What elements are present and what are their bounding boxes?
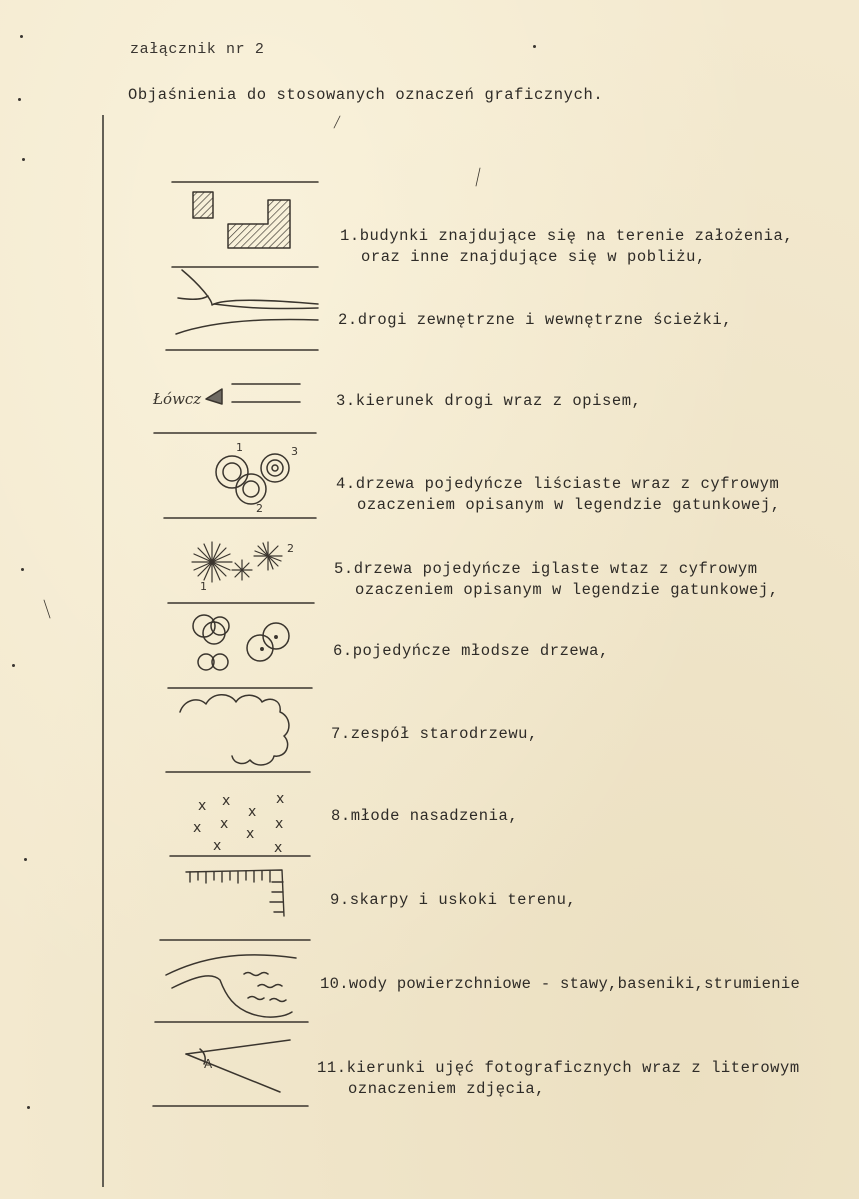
tree-number: 1: [236, 441, 243, 454]
entry-text: oraz inne znajdujące się w pobliżu,: [361, 248, 706, 266]
entry-text: oznaczeniem zdjęcia,: [348, 1080, 546, 1098]
escarpment-icon: [186, 870, 284, 916]
entry-text: kierunki ujęć fotograficznych wraz z literowym: [346, 1059, 800, 1077]
legend-entry-8: [331, 806, 518, 827]
svg-text:x: x: [213, 838, 222, 854]
legend-entry-11: [317, 1058, 800, 1100]
svg-text:x: x: [193, 820, 202, 836]
young-planting-icon: [193, 791, 284, 856]
entry-text: zespół starodrzewu,: [350, 725, 538, 743]
conifer-number: 1: [200, 580, 207, 593]
svg-text:x: x: [276, 791, 285, 807]
roads-icon: [176, 270, 318, 334]
young-tree-icon: [193, 615, 289, 670]
svg-text:x: x: [220, 816, 229, 832]
entry-text: drzewa pojedyńcze iglaste wtaz z cyfrowym: [353, 560, 758, 578]
entry-number: 8.: [331, 807, 351, 825]
legend-entry-6: [333, 641, 609, 662]
legend-entry-9: [330, 890, 576, 911]
page-title: Objaśnienia do stosowanych oznaczeń graficznych.: [128, 86, 604, 104]
legend-entry-10: [320, 974, 800, 995]
photo-letter: A: [204, 1057, 213, 1071]
tree-number: 2: [256, 502, 263, 515]
entry-number: 11.: [317, 1059, 347, 1077]
attachment-label: załącznik nr 2: [130, 41, 265, 58]
legend-entry-2: [338, 310, 732, 331]
svg-text:x: x: [275, 816, 284, 832]
entry-number: 2.: [338, 311, 358, 329]
entry-number: 9.: [330, 891, 350, 909]
entry-number: 10.: [320, 975, 349, 993]
entry-text: kierunek drogi wraz z opisem,: [355, 392, 642, 410]
entry-text: ozaczeniem opisanym w legendzie gatunkowej,: [355, 581, 779, 599]
svg-text:x: x: [246, 826, 255, 842]
entry-text: młode nasadzenia,: [350, 807, 519, 825]
deciduous-tree-icon: [216, 441, 298, 515]
water-icon: [166, 955, 296, 1017]
entry-text: skarpy i uskoki terenu,: [349, 891, 577, 909]
tree-number: 3: [291, 445, 298, 458]
entry-number: 1.: [340, 227, 360, 245]
entry-number: 7.: [331, 725, 351, 743]
entry-number: 4.: [336, 475, 356, 493]
entry-text: drogi zewnętrzne i wewnętrzne ścieżki,: [357, 311, 733, 329]
conifer-number: 2: [287, 542, 294, 555]
entry-text: wody powierzchniowe - stawy,baseniki,strumienie: [348, 975, 801, 993]
stray-mark: [476, 168, 480, 186]
old-tree-stand-icon: [180, 695, 289, 765]
legend-entry-7: [331, 724, 538, 745]
svg-text:x: x: [222, 793, 231, 809]
buildings-icon: [193, 192, 290, 248]
entry-text: budynki znajdujące się na terenie założenia,: [359, 227, 794, 245]
stray-mark: [44, 600, 50, 618]
legend-entry-3: [336, 391, 641, 412]
separator-lines: [153, 182, 318, 1106]
road-direction-icon: [152, 384, 300, 408]
entry-number: 5.: [334, 560, 354, 578]
road-direction-text: Łówcz: [153, 390, 202, 408]
entry-text: drzewa pojedyńcze liściaste wraz z cyfrowym: [355, 475, 780, 493]
legend-entry-1: [340, 226, 793, 268]
conifer-tree-icon: [192, 542, 294, 593]
legend-entry-4: [336, 474, 781, 516]
svg-text:x: x: [198, 798, 207, 814]
stray-mark: [334, 116, 340, 128]
svg-text:x: x: [248, 804, 257, 820]
entry-number: 3.: [336, 392, 356, 410]
entry-text: ozaczeniem opisanym w legendzie gatunkowej,: [357, 496, 781, 514]
legend-entry-5: [334, 559, 779, 601]
photo-direction-icon: [186, 1040, 290, 1092]
entry-text: pojedyńcze młodsze drzewa,: [352, 642, 609, 660]
entry-number: 6.: [333, 642, 353, 660]
svg-text:x: x: [274, 840, 283, 856]
